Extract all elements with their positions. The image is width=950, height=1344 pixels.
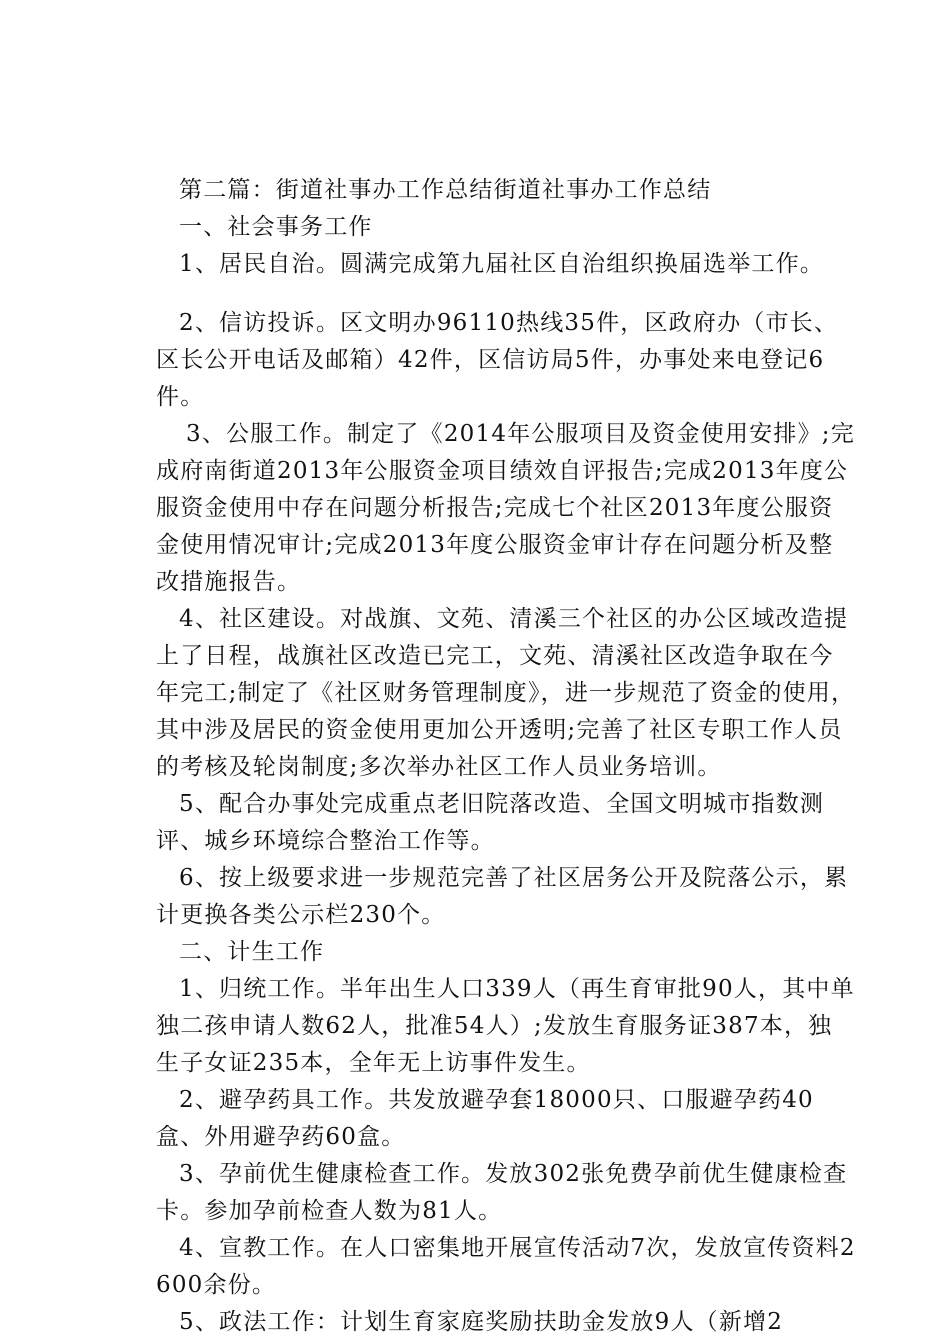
paragraph-resident-autonomy: 1、居民自治。圆满完成第九届社区自治组织换届选举工作。 (179, 251, 825, 277)
paragraph-contraceptives: 2、避孕药具工作。共发放避孕套18000只、口服避孕药40盒、外用避孕药60盒。 (156, 1087, 814, 1150)
document-body (156, 172, 856, 1341)
section-heading-social-affairs: 一、社会事务工作 (179, 214, 373, 240)
paragraph-petitions: 2、信访投诉。区文明办96110热线35件，区政府办（市长、区长公开电话及邮箱）42件，区信访局5件，办事处来电登记6件。 (156, 310, 839, 410)
document-title: 第二篇：街道社事办工作总结街道社事办工作总结 (179, 177, 712, 203)
paragraph-health-check: 3、孕前优生健康检查工作。发放302张免费孕前优生健康检查卡。参加孕前检查人数为81人。 (156, 1161, 848, 1224)
paragraph-community-building: 4、社区建设。对战旗、文苑、清溪三个社区的办公区域改造提上了日程，战旗社区改造已完工，文苑、清溪社区改造争取在今年完工;制定了《社区财务管理制度》，进一步规范了资金的使用，其中涉及居民的资金使用更加公开透明;完善了社区专职工作人员的考核及轮岗制度;多次举办社区工作人员业务培训。 (156, 606, 856, 780)
paragraph-public-notice: 6、按上级要求进一步规范完善了社区居务公开及院落公示，累计更换各类公示栏230个。 (156, 865, 849, 928)
paragraph-publicity: 4、宣教工作。在人口密集地开展宣传活动7次，发放宣传资料2600余份。 (156, 1235, 856, 1298)
paragraph-public-services: 3、公服工作。制定了《2014年公服项目及资金使用安排》;完成府南街道2013年公服资金项目绩效自评报告;完成2013年度公服资金使用中存在问题分析报告;完成七个社区2013年度公服资金使用情况审计;完成2013年度公服资金审计存在问题分析及整改措施报告。 (156, 421, 855, 595)
paragraph-legal-work: 5、政法工作：计划生育家庭奖励扶助金发放9人（新增2 (179, 1309, 784, 1335)
paragraph-cooperation: 5、配合办事处完成重点老旧院落改造、全国文明城市指数测评、城乡环境综合整治工作等。 (156, 791, 825, 854)
paragraph-statistics: 1、归统工作。半年出生人口339人（再生育审批90人，其中单独二孩申请人数62人，批准54人）;发放生育服务证387本，独生子女证235本，全年无上访事件发生。 (156, 976, 855, 1076)
section-heading-family-planning: 二、计生工作 (179, 939, 325, 965)
